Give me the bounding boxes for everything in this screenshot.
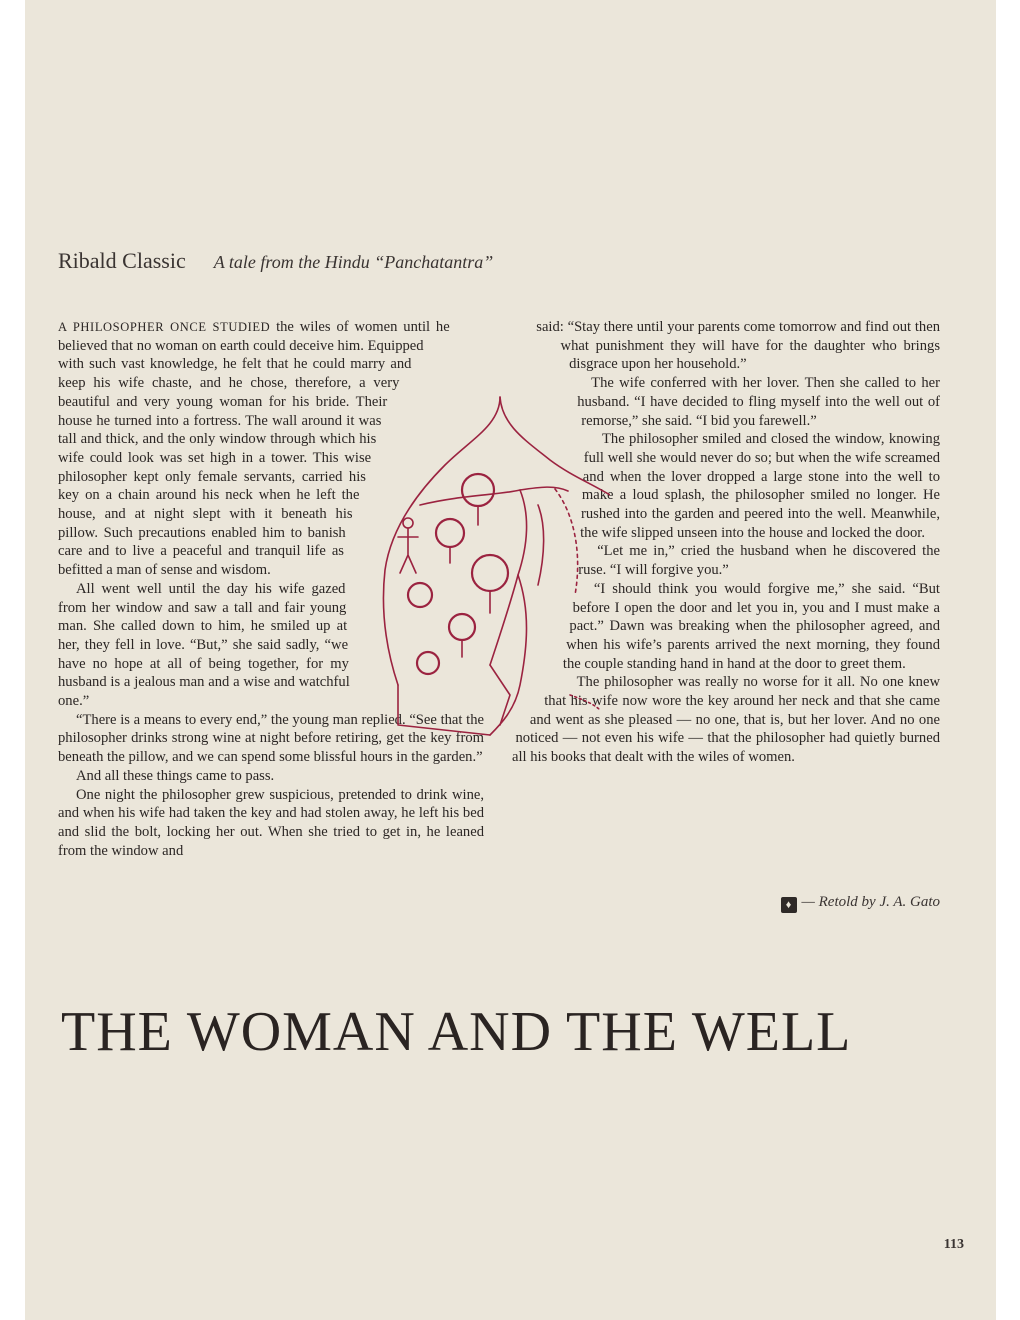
paragraph: All went well until the day his wife gazed from her window and saw a tall and fair young man. She called down to him, he smiled up at her, they fell in love. “But,” she said sadly, “we have no hope at all of being together, for my husband is a jealous man and a wise and watchful one.”: [58, 580, 350, 710]
illustration-woman-in-garden: [350, 395, 610, 755]
paragraph: “I should think you would forgive me,” she said. “But before I open the door and let you in, you and I must make a pact.” Dawn was breaking when the philosopher agreed, and when his wife’s parents arrived the next morning, they found the couple standing hand in hand at the door to greet them.: [562, 580, 940, 672]
section-label: Ribald Classic: [58, 248, 186, 273]
section-header: [58, 248, 493, 274]
magazine-page: [25, 0, 996, 1320]
byline-text: — Retold by J. A. Gato: [801, 894, 940, 910]
rabbit-logo-icon: ♦: [781, 897, 797, 913]
paragraph: One night the philosopher grew suspicious, pretended to drink wine, and when his wife had taken the key and had stolen away, he left his bed and slid the bolt, locking her out. When she tried to get in, he leaned from the window and: [58, 786, 484, 859]
paragraph: “There is a means to every end,” the young man replied. “See that the philosopher drinks strong wine at night before retiring, get the key from beneath the pillow, and we can spend some blissful hours in the garden.”: [58, 711, 484, 766]
paragraph: The wife conferred with her lover. Then she called to her husband. “I have decided to fling myself into the well out of remorse,” she said. “I bid you farewell.”: [577, 375, 940, 429]
section-subtitle: A tale from the Hindu “Panchatantra”: [213, 252, 494, 272]
byline: [781, 894, 940, 913]
paragraph: The philosopher smiled and closed the window, knowing full well she would never do so; but when the wife screamed and when the lover dropped a large stone into the well to make a loud splash, the philosopher smiled no longer. He rushed into the garden and peered into the well. Meanwhile, the wife slipped unseen into the house and locked the door.: [580, 431, 940, 541]
article-title: THE WOMAN AND THE WELL: [61, 1001, 852, 1063]
paragraph: The philosopher was really no worse for it all. No one knew that his wife now wore the key around her neck and that she came and went as she pleased — no one, that is, but her lover. And no one noticed — not even his wife — that the philosopher had quietly burned all his books that dealt with the wiles of women.: [512, 674, 940, 766]
paragraph: A PHILOSOPHER ONCE STUDIED the wiles of women until he believed that no woman on earth could deceive him. Equipped with such vast knowledge, he felt that he could marry and keep his wife chaste, and he chose, therefore, a very beautiful and very young woman for his bride. Their house he turned into a fortress. The wall around it was tall and thick, and the only window through which his wife could look was set high in a tower. This wise philosopher kept only female servants, carried his key on a chain around his neck when he left the house, and at night slept with it beneath his pillow. Such precautions enabled him to banish care and to live a peaceful and tranquil life as befitted a man of sense and wisdom.: [58, 319, 450, 579]
paragraph: said: “Stay there until your parents come tomorrow and find out then what punishment they will have for the daughter who brings disgrace upon her household.”: [536, 319, 940, 373]
paragraph: “Let me in,” cried the husband when he discovered the ruse. “I will forgive you.”: [578, 543, 940, 579]
paragraph: And all these things came to pass.: [76, 767, 275, 784]
page-number: 113: [943, 1237, 964, 1252]
lead-in: A PHILOSOPHER ONCE STUDIED: [58, 320, 271, 334]
